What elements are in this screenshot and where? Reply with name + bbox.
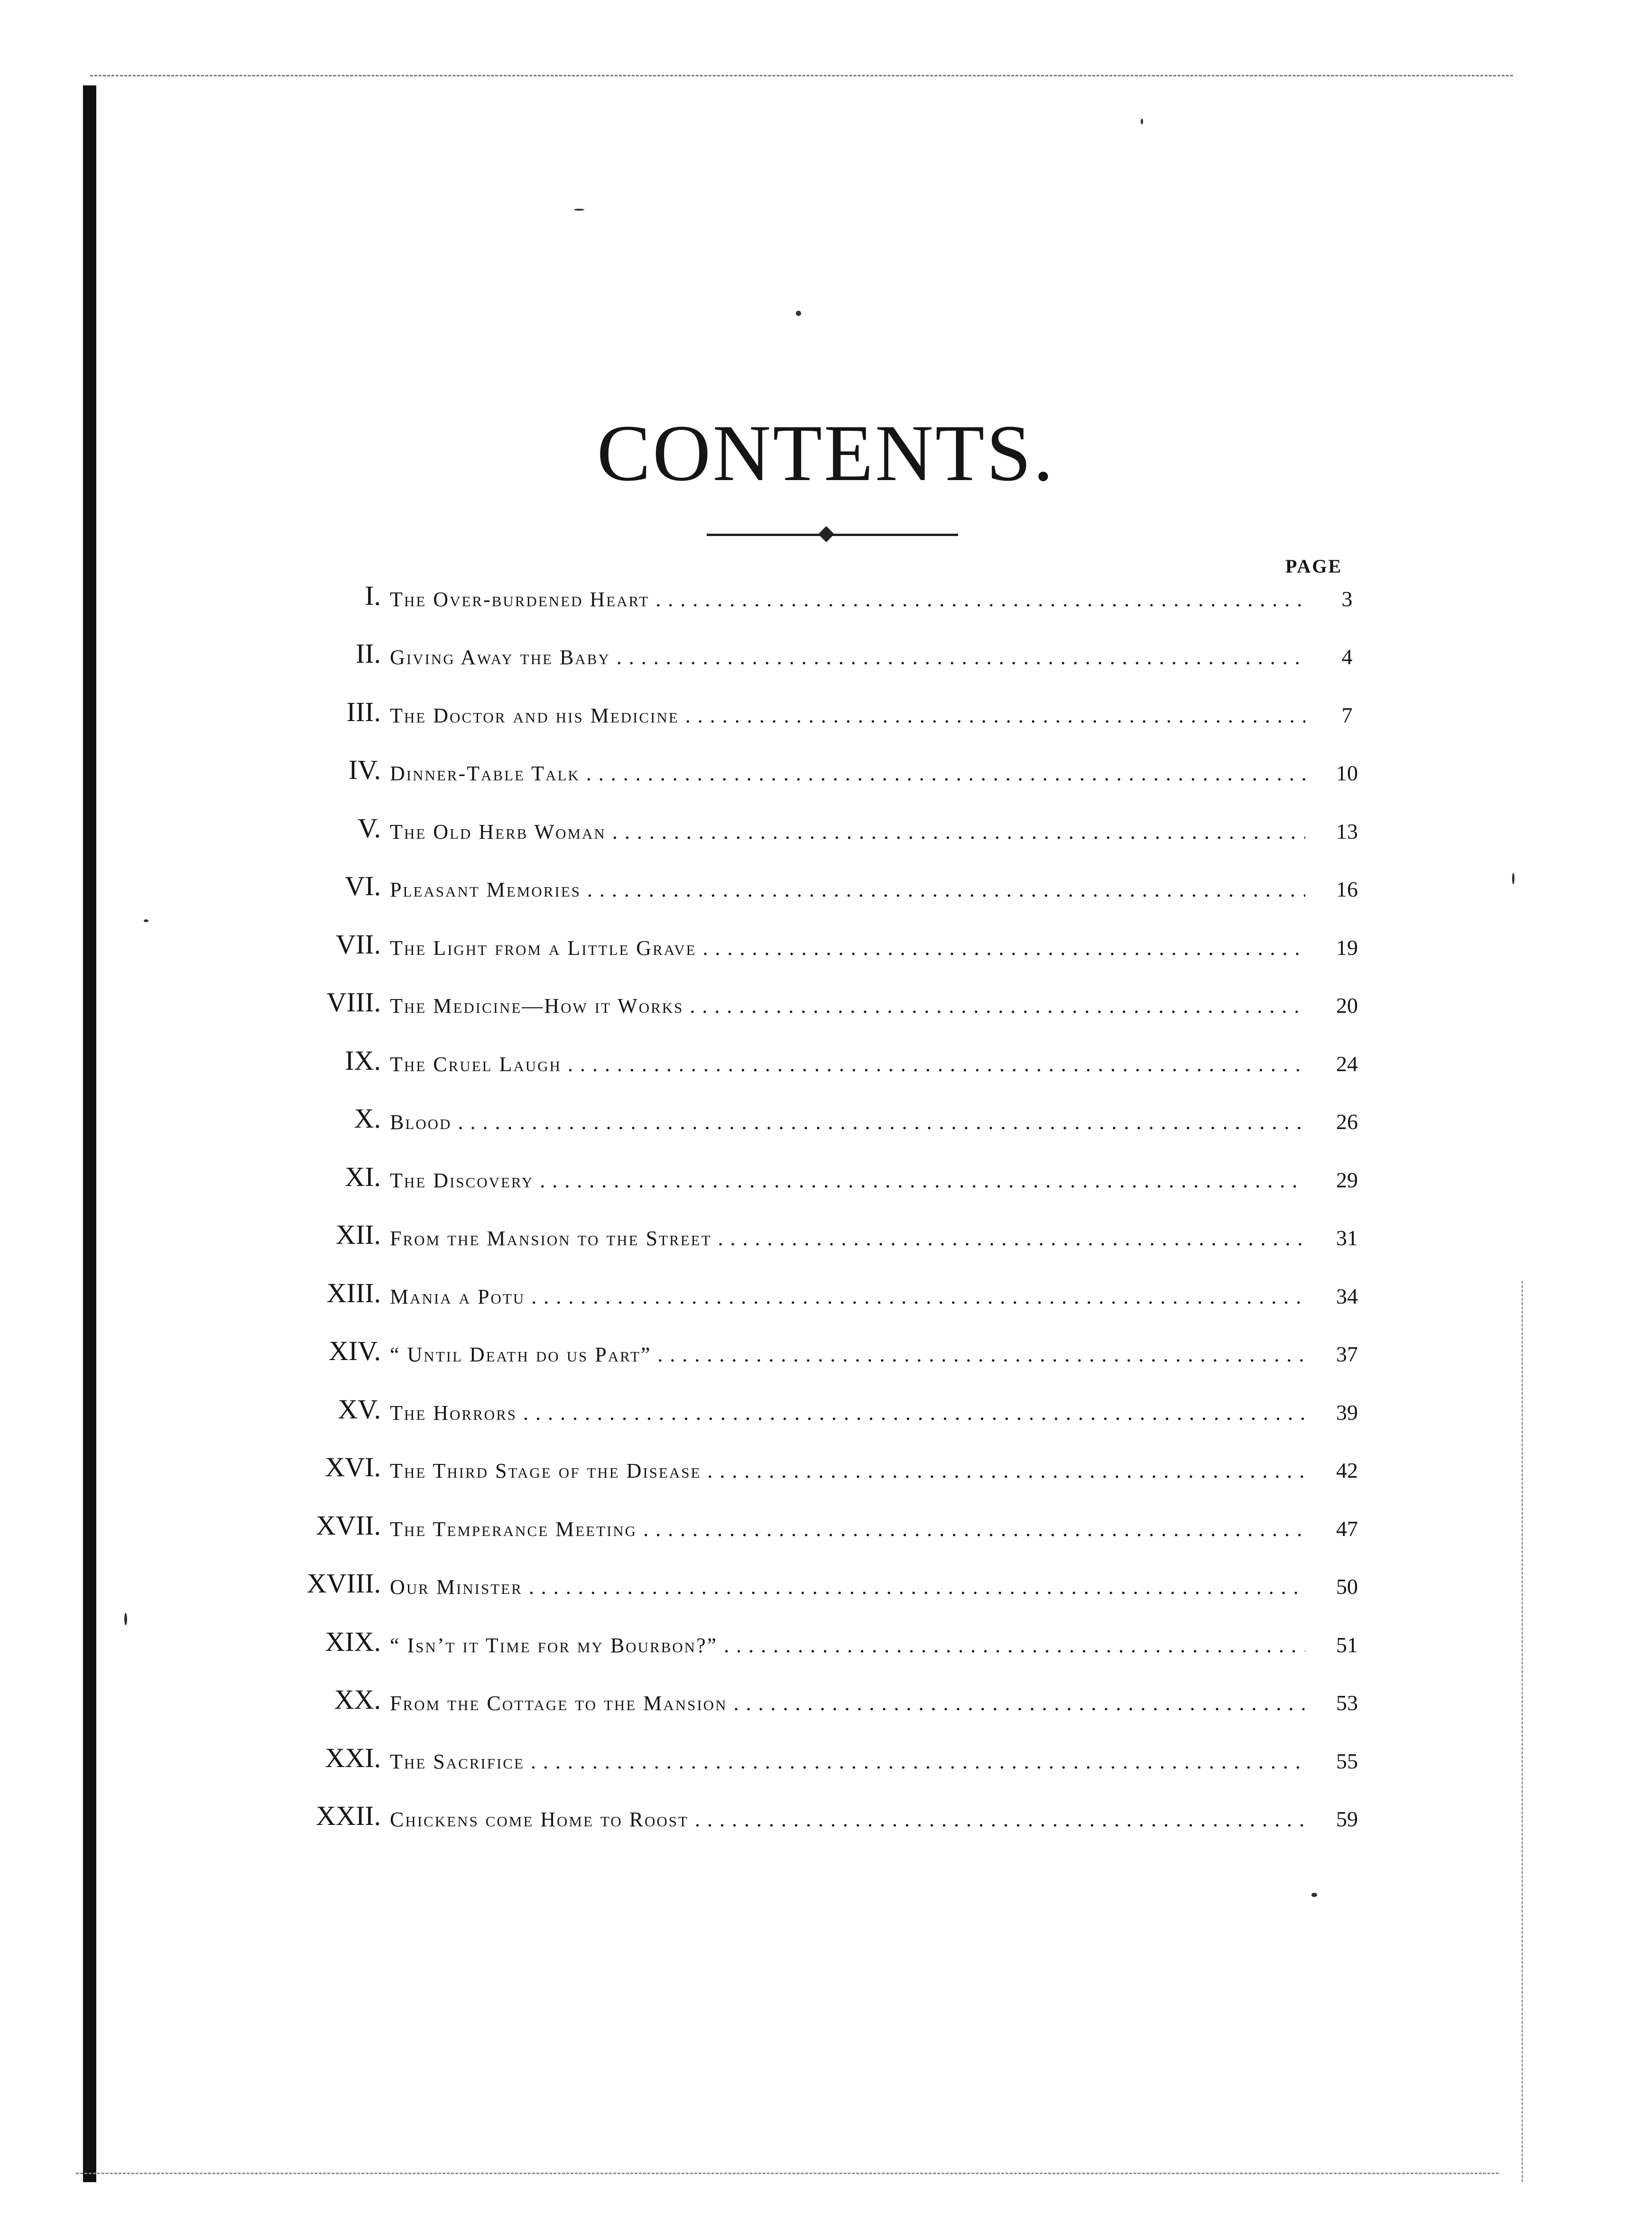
page-number: 53 xyxy=(1336,1691,1358,1715)
page-number: 10 xyxy=(1336,761,1358,785)
chapter-number: V. xyxy=(358,813,381,843)
page-number: 50 xyxy=(1336,1574,1358,1599)
page-number: 59 xyxy=(1336,1807,1358,1831)
chapter-number: IX. xyxy=(345,1045,381,1076)
chapter-number: XIX. xyxy=(325,1626,381,1657)
chapter-title: Mania a Potu . . . xyxy=(390,1285,1305,1309)
chapter-title: The Light from a Little Grave . . . xyxy=(390,936,1305,960)
page-number: 51 xyxy=(1336,1633,1358,1657)
page-number: 3 xyxy=(1341,587,1353,611)
chapter-title: The Over-burdened Heart . . . xyxy=(390,587,1305,611)
chapter-title: The Cruel Laugh . . . xyxy=(390,1052,1305,1076)
contents-entry xyxy=(0,750,1652,788)
page-number: 37 xyxy=(1336,1342,1358,1366)
contents-entry xyxy=(0,1680,1652,1718)
chapter-number: II. xyxy=(355,638,381,669)
chapter-number: IV. xyxy=(348,754,381,785)
chapter-title: The Doctor and his Medicine . . . xyxy=(390,703,1305,728)
contents-entry xyxy=(0,1622,1652,1660)
contents-entry xyxy=(0,925,1652,963)
chapter-number: XII. xyxy=(335,1219,381,1250)
chapter-number: XV. xyxy=(338,1394,381,1425)
page-number: 47 xyxy=(1336,1517,1358,1541)
page-number: 16 xyxy=(1336,877,1358,901)
scan-speck xyxy=(144,919,148,922)
ornamental-rule-diamond xyxy=(818,526,834,542)
chapter-title: The Temperance Meeting . . . xyxy=(390,1517,1305,1541)
contents-entry xyxy=(0,1157,1652,1195)
chapter-title: “ Until Death do us Part” . . . xyxy=(390,1342,1305,1367)
page-number: 26 xyxy=(1336,1110,1358,1134)
chapter-number: XVI. xyxy=(325,1452,381,1482)
contents-entry xyxy=(0,809,1652,847)
chapter-title: The Horrors . . . xyxy=(390,1401,1305,1425)
contents-entry xyxy=(0,1215,1652,1253)
page-edge-bottom xyxy=(76,2173,1499,2174)
chapter-title: Pleasant Memories . . . xyxy=(390,878,1305,902)
chapter-title: Dinner-Table Talk . . . xyxy=(390,761,1305,786)
chapter-number: XX. xyxy=(334,1684,381,1715)
chapter-number: VII. xyxy=(335,929,381,960)
contents-entry xyxy=(0,983,1652,1021)
contents-entry xyxy=(0,1041,1652,1079)
page-number: 7 xyxy=(1341,703,1353,727)
chapter-number: VI. xyxy=(345,870,381,901)
chapter-title: From the Mansion to the Street . . . xyxy=(390,1226,1305,1250)
chapter-title: The Third Stage of the Disease . . . xyxy=(390,1459,1305,1483)
page-number: 24 xyxy=(1336,1052,1358,1076)
chapter-number: X. xyxy=(354,1103,381,1134)
chapter-title: “ Isn’t it Time for my Bourbon?” . . . xyxy=(390,1633,1305,1657)
chapter-number: XIV. xyxy=(328,1335,381,1366)
contents-entry xyxy=(0,867,1652,905)
chapter-title: The Discovery . . . xyxy=(390,1168,1305,1193)
page-number: 39 xyxy=(1336,1400,1358,1425)
scan-speck xyxy=(1311,1893,1317,1897)
chapter-number: III. xyxy=(346,696,381,727)
chapter-number: XXII. xyxy=(316,1800,381,1831)
chapter-title: Our Minister . . . xyxy=(390,1575,1305,1599)
contents-entry xyxy=(0,634,1652,672)
contents-entry xyxy=(0,1506,1652,1544)
chapter-title: The Sacrifice . . . xyxy=(390,1749,1305,1774)
contents-entry xyxy=(0,1274,1652,1312)
contents-entry xyxy=(0,693,1652,731)
contents-entry xyxy=(0,1390,1652,1428)
chapter-number: VIII. xyxy=(326,987,381,1018)
page-number: 31 xyxy=(1336,1226,1358,1250)
page-number: 13 xyxy=(1336,819,1358,843)
chapter-number: XI. xyxy=(345,1161,381,1192)
chapter-title: The Medicine—How it Works . . . xyxy=(390,994,1305,1018)
chapter-number: I. xyxy=(365,580,381,611)
scan-speck xyxy=(574,209,584,211)
page-title: CONTENTS. xyxy=(597,408,1055,498)
contents-entry xyxy=(0,1796,1652,1834)
chapter-number: XXI. xyxy=(325,1742,381,1773)
chapter-number: XIII. xyxy=(326,1277,381,1308)
page-column-heading: PAGE xyxy=(1285,555,1343,577)
page-number: 20 xyxy=(1336,993,1358,1018)
scan-speck xyxy=(796,311,801,316)
chapter-title: Chickens come Home to Roost . . . xyxy=(390,1807,1305,1832)
page-number: 34 xyxy=(1336,1284,1358,1308)
page-number: 55 xyxy=(1336,1749,1358,1773)
contents-entry xyxy=(0,1099,1652,1137)
page-number: 19 xyxy=(1336,935,1358,960)
contents-entry xyxy=(0,1448,1652,1486)
contents-entry xyxy=(0,576,1652,614)
contents-entry xyxy=(0,1332,1652,1370)
chapter-number: XVII. xyxy=(316,1510,381,1541)
chapter-title: Giving Away the Baby . . . xyxy=(390,645,1305,669)
page-edge-top xyxy=(90,75,1513,76)
chapter-title: Blood . . . xyxy=(390,1110,1305,1134)
chapter-title: The Old Herb Woman . . . xyxy=(390,820,1305,844)
page-number: 29 xyxy=(1336,1168,1358,1192)
scan-speck xyxy=(1141,119,1143,124)
page-number: 4 xyxy=(1341,645,1353,669)
chapter-number: XVIII. xyxy=(306,1568,381,1599)
contents-entry xyxy=(0,1564,1652,1602)
chapter-title: From the Cottage to the Mansion . . . xyxy=(390,1691,1305,1715)
contents-entry xyxy=(0,1739,1652,1777)
page-number: 42 xyxy=(1336,1458,1358,1482)
